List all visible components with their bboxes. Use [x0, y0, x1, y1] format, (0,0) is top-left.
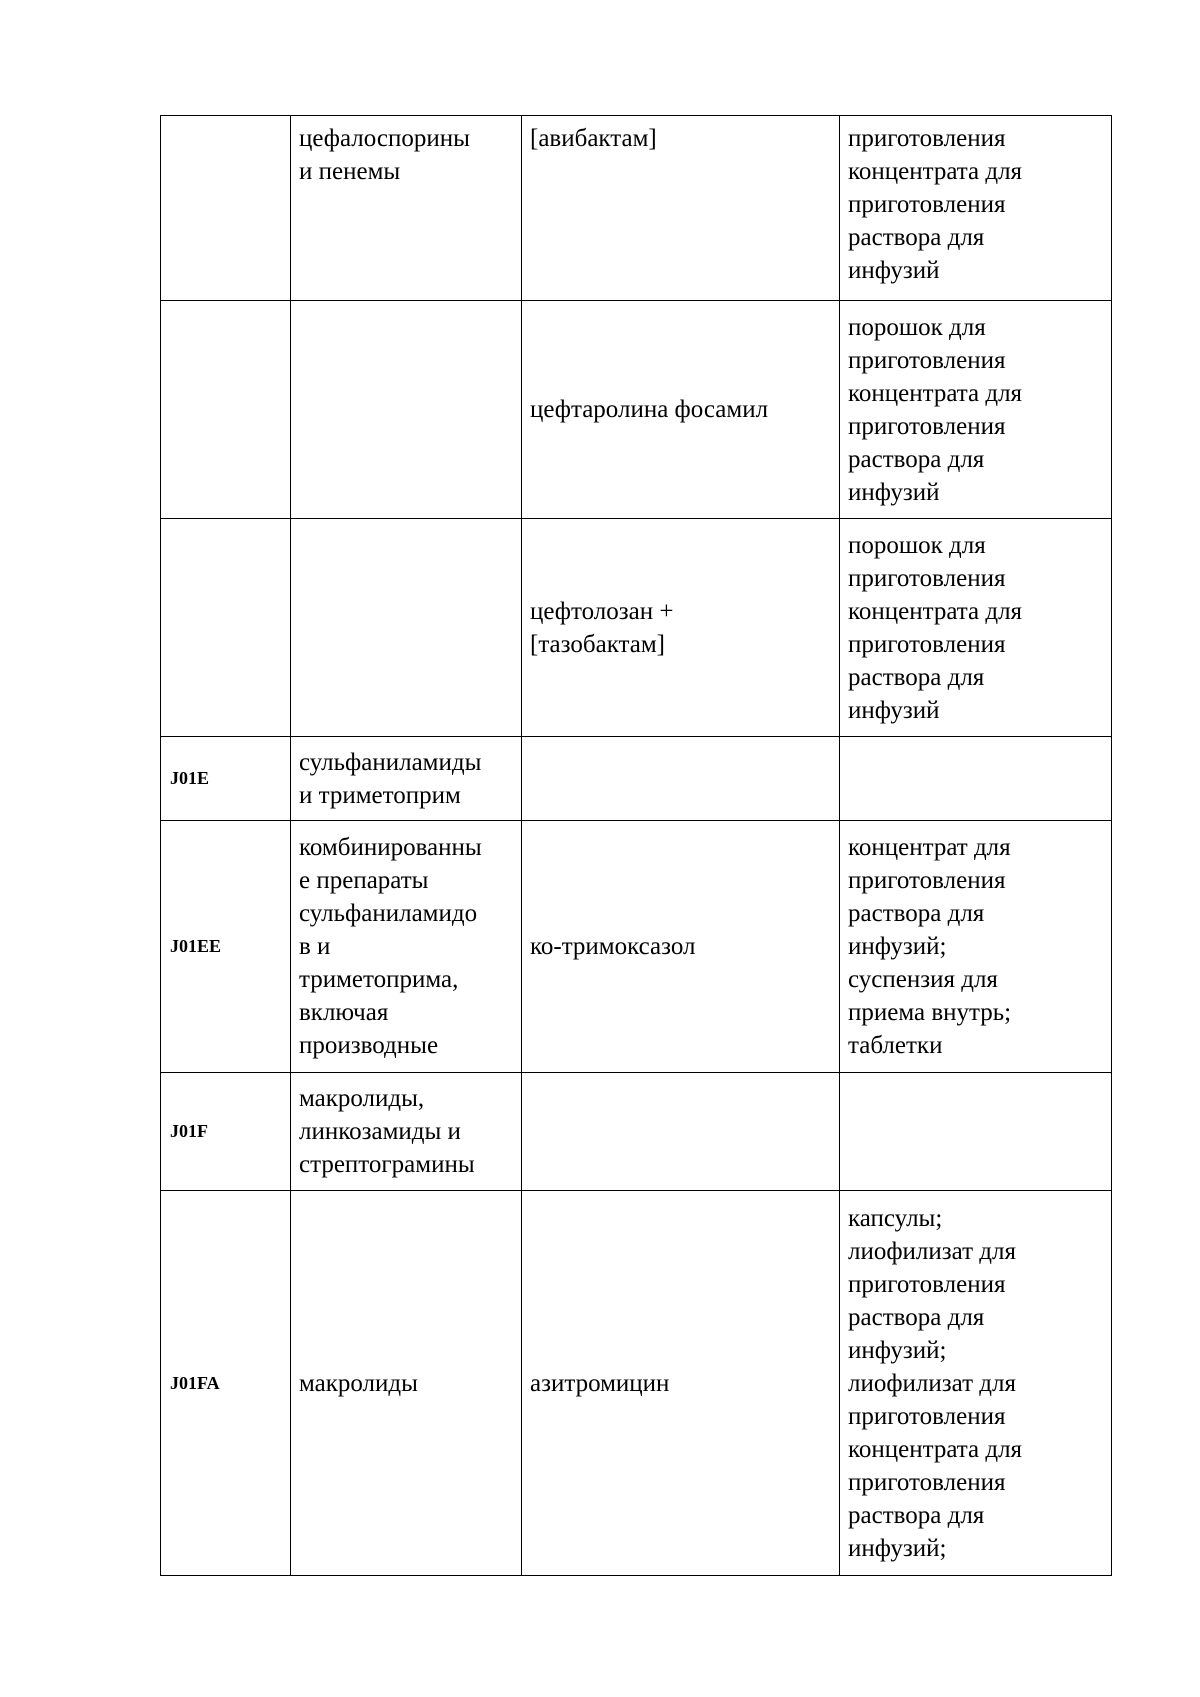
drug-name-cell: цефтаролина фосамил [522, 301, 840, 519]
drug-group-cell: макролиды [291, 1191, 522, 1576]
dosage-form-cell [840, 1073, 1112, 1191]
drug-group-cell: макролиды, линкозамиды и стрептограмины [291, 1073, 522, 1191]
dosage-form-cell: приготовления концентрата для приготовления раствора для инфузий [840, 116, 1112, 301]
medication-table [160, 115, 1112, 1576]
table-row [161, 519, 1112, 737]
drug-name-cell: азитромицин [522, 1191, 840, 1576]
drug-name-cell: цефтолозан + [тазобактам] [522, 519, 840, 737]
dosage-form-cell: порошок для приготовления концентрата для приготовления раствора для инфузий [840, 519, 1112, 737]
atc-code-cell [161, 301, 291, 519]
dosage-form-cell: порошок для приготовления концентрата для приготовления раствора для инфузий [840, 301, 1112, 519]
drug-group-cell [291, 519, 522, 737]
table-row [161, 821, 1112, 1073]
drug-name-cell [522, 737, 840, 821]
dosage-form-cell: капсулы; лиофилизат для приготовления раствора для инфузий; лиофилизат для приготовления концентрата для приготовления раствора для инфузий; [840, 1191, 1112, 1576]
table-row [161, 301, 1112, 519]
drug-group-cell: цефалоспорины и пенемы [291, 116, 522, 301]
table-row [161, 1073, 1112, 1191]
dosage-form-cell: концентрат для приготовления раствора для инфузий; суспензия для приема внутрь; таблетки [840, 821, 1112, 1073]
atc-code-cell [161, 519, 291, 737]
table-row [161, 737, 1112, 821]
table-row [161, 1191, 1112, 1576]
drug-name-cell [522, 1073, 840, 1191]
table-row [161, 116, 1112, 301]
drug-group-cell: сульфаниламиды и триметоприм [291, 737, 522, 821]
drug-name-cell: [авибактам] [522, 116, 840, 301]
atc-code-cell: J01E [161, 737, 291, 821]
drug-name-cell: ко-тримоксазол [522, 821, 840, 1073]
drug-group-cell: комбинированны е препараты сульфаниламидо в и триметоприма, включая производные [291, 821, 522, 1073]
atc-code-cell [161, 116, 291, 301]
atc-code-cell: J01F [161, 1073, 291, 1191]
drug-group-cell [291, 301, 522, 519]
atc-code-cell: J01EE [161, 821, 291, 1073]
atc-code-cell: J01FA [161, 1191, 291, 1576]
dosage-form-cell [840, 737, 1112, 821]
